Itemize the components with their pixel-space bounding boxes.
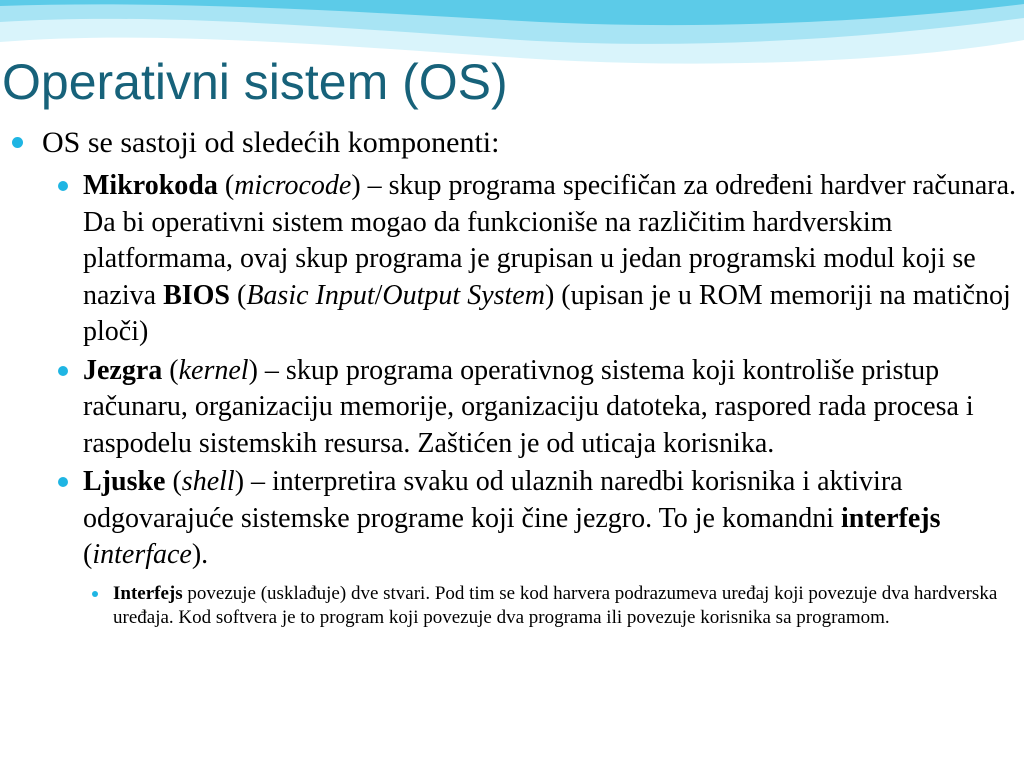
bullet-dot-icon	[12, 137, 23, 148]
mikrokoda-description: ) – skup programa specifičan za određeni hardver računara. Da bi operativni sistem mogao da funkcioniše na različitim hardverskim platformama, ovaj skup programa je grupisan u jedan programski modul koji se naziva	[83, 170, 1016, 311]
term-bios: BIOS	[163, 279, 230, 311]
text-fragment: (	[165, 466, 182, 497]
text-fragment: /	[374, 279, 383, 311]
text-fragment: (	[230, 279, 247, 311]
term-ljuske: Ljuske	[83, 466, 166, 497]
term-interface: interface	[92, 539, 192, 570]
text-fragment: (	[217, 170, 235, 201]
term-shell: shell	[181, 466, 235, 497]
jezgra-description: ) – skup programa operativnog sistema koji kontroliše pristup računaru, organizaciju memorije, organizaciju datoteka, raspored rada procesa i raspodelu sistemskih resursa. Zaštićen je od uticaja korisnika.	[83, 354, 974, 459]
term-microcode: microcode	[234, 170, 352, 201]
bullet-mikrokoda	[83, 168, 1018, 351]
bullet-dot-icon	[92, 591, 98, 597]
bullet-dot-icon	[58, 366, 68, 376]
bullet-jezgra	[83, 353, 1018, 463]
term-interfejs: interfejs	[840, 502, 941, 534]
bullet-dot-icon	[58, 477, 68, 487]
ljuske-description: ) – interpretira svaku od ulaznih naredbi korisnika i aktivira odgovarajuće sistemske programe koji čine jezgro. To je komandni	[83, 466, 903, 534]
term-output-system: Output System	[382, 279, 545, 311]
bullet-dot-icon	[58, 181, 68, 191]
term-interfejs-note: Interfejs	[113, 582, 183, 604]
text-fragment: ).	[191, 539, 209, 570]
mikrokoda-description-end: ) (upisan je u ROM memoriji na matičnoj ploči)	[83, 279, 1011, 347]
slide-title: Operativni sistem (OS)	[2, 54, 508, 110]
bullet-ljuske	[83, 464, 1018, 574]
intro-text: OS se sastoji od sledećih komponenti:	[42, 126, 500, 159]
text-fragment: (	[83, 539, 93, 570]
term-kernel: kernel	[178, 354, 249, 386]
slide-content	[0, 120, 1024, 630]
text-fragment: (	[162, 354, 179, 386]
term-mikrokoda: Mikrokoda	[83, 170, 218, 201]
interfejs-note-text: povezuje (usklađuje) dve stvari. Pod tim se kod harvera podrazumeva uređaj koji povezuje dva hardverska uređaja. Kod softvera je to program koji povezuje dva programa ili povezuje korisnika sa programom.	[113, 582, 998, 628]
term-jezgra: Jezgra	[83, 354, 163, 386]
bullet-intro	[42, 120, 1024, 166]
sub-bullet-interfejs	[113, 582, 1013, 630]
term-basic-input: Basic Input	[246, 279, 375, 311]
